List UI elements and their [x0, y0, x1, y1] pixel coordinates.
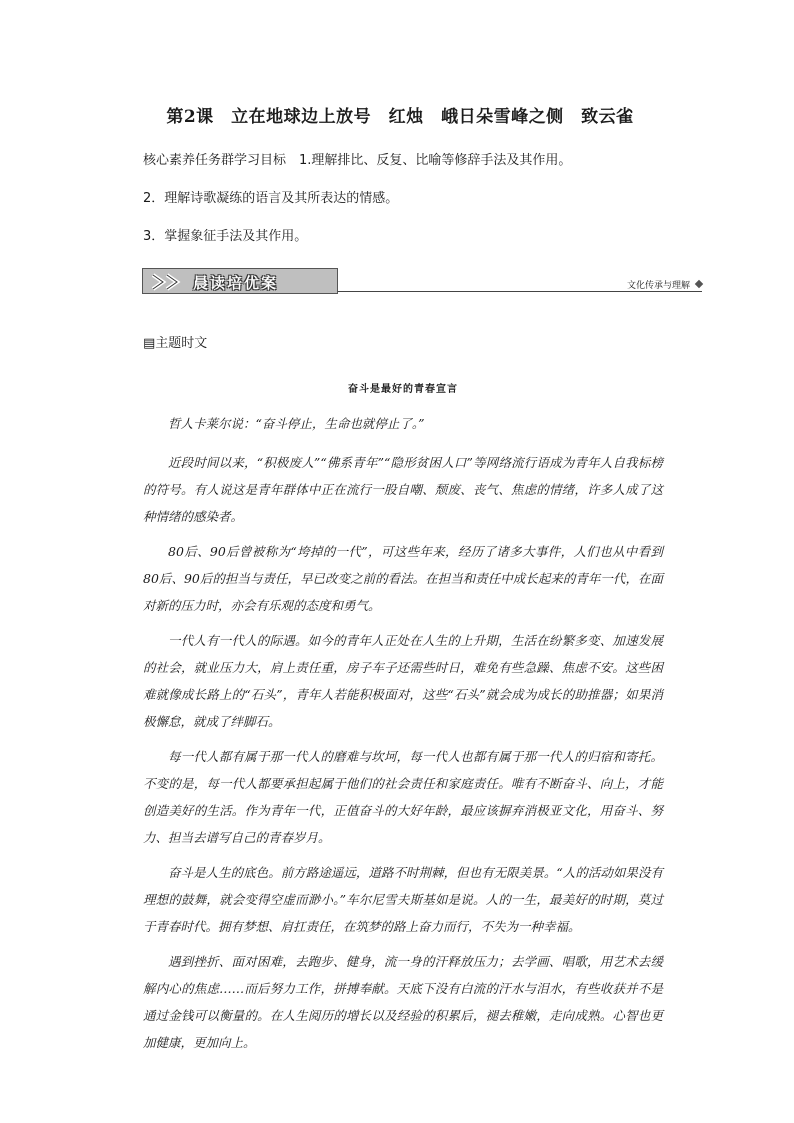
goal-line-2: 2．理解诗歌凝练的语言及其所表达的情感。 [143, 191, 399, 206]
double-chevron-icon [151, 273, 187, 291]
article-paragraph: 一代人有一代人的际遇。如今的青年人正处在人生的上升期，生活在纷繁多变、加速发展的社会，就业压力大，肩上责任重，房子车子还需些时日，难免有些急躁、焦虑不安。这些困难就像成长路上的“石头”，青年人若能积极面对，这些“石头”就会成为成长的助推器；如果消极懈怠，就成了绊脚石。 [143, 633, 663, 729]
article-body [143, 410, 663, 1064]
section-banner [142, 268, 702, 298]
banner-box [142, 268, 338, 294]
article-paragraph: 每一代人都有属于那一代人的磨难与坎坷，每一代人也都有属于那一代人的归宿和寄托。不变的是，每一代人都要承担起属于他们的社会责任和家庭责任。唯有不断奋斗、向上，才能创造美好的生活。作为青年一代，正值奋斗的大好年龄，最应该摒弃消极亚文化，用奋斗、努力、担当去谱写自己的青春岁月。 [143, 749, 663, 845]
article-paragraph: 遇到挫折、面对困难，去跑步、健身，流一身的汗释放压力；去学画、唱歌，用艺术去缓解内心的焦虑……而后努力工作，拼搏奉献。天底下没有白流的汗水与泪水，有些收获并不是通过金钱可以衡量的。在人生阅历的增长以及经验的积累后，褪去稚嫩，走向成熟。心智也更加健康，更加向上。 [143, 954, 663, 1050]
section-label: ▤主题时文 [143, 336, 208, 351]
goal-line-3: 3．掌握象征手法及其作用。 [143, 229, 308, 244]
banner-category: 文化传承与理解 [626, 281, 690, 291]
article-paragraph: 哲人卡莱尔说：“奋斗停止，生命也就停止了。” [168, 416, 425, 431]
article-paragraph: 近段时间以来，“积极废人”“佛系青年”“隐形贫困人口”等网络流行语成为青年人自我标榜的符号。有人说这是青年群体中正在流行一股自嘲、颓废、丧气、焦虑的情绪，许多人成了这种情绪的感染者。 [143, 455, 663, 524]
banner-rule [338, 291, 702, 292]
article-title: 奋斗是最好的青春宣言 [348, 384, 458, 395]
page-title: 第2课 立在地球边上放号 红烛 峨日朵雪峰之侧 致云雀 [166, 107, 634, 127]
article-paragraph: 奋斗是人生的底色。前方路途遥远，道路不时荆棘，但也有无限美景。“人的活动如果没有理想的鼓舞，就会变得空虚而渺小。”车尔尼雪夫斯基如是说。人的一生，最美好的时期，莫过于青春时代。拥有梦想、肩扛责任，在筑梦的路上奋力而行，不失为一种幸福。 [143, 865, 663, 934]
article-paragraph: 80后、90后曾被称为“垮掉的一代”，可这些年来，经历了诸多大事件，人们也从中看到80后、90后的担当与责任，早已改变之前的看法。在担当和责任中成长起来的青年一代，在面对新的压力时，亦会有乐观的态度和勇气。 [143, 544, 663, 613]
diamond-icon [695, 280, 703, 288]
banner-label: 晨读培优案 [193, 274, 279, 292]
goal-line-1: 核心素养任务群学习目标 1.理解排比、反复、比喻等修辞手法及其作用。 [143, 153, 572, 168]
